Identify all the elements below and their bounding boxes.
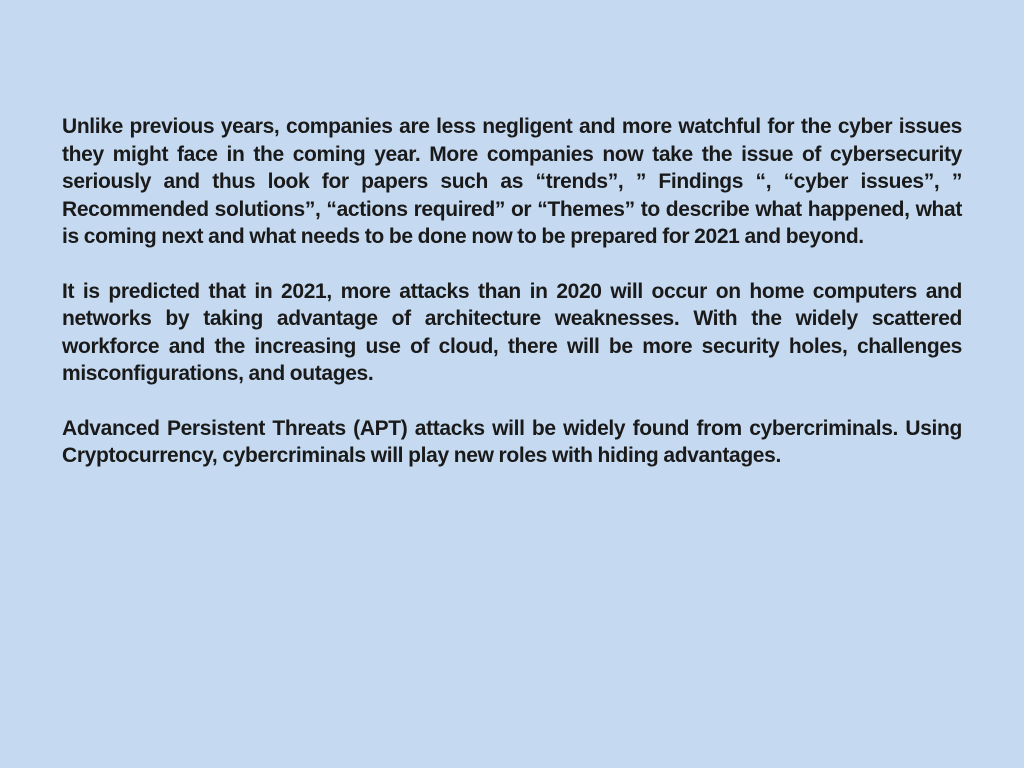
paragraph-attack-predictions: It is predicted that in 2021, more attacks than in 2020 will occur on home computers and networks by taking advantage of architecture weaknesses. With the widely scattered workforce and the increasing use of cloud, there will be more security holes, challenges misconfigurations, and outages. (62, 279, 962, 385)
slide-text-body (62, 113, 962, 497)
paragraph-apt-attacks: Advanced Persistent Threats (APT) attacks will be widely found from cybercriminals. Using Cryptocurrency, cybercriminals will play new roles with hiding advantages. (62, 416, 962, 467)
paragraph-cyber-issues-intro: Unlike previous years, companies are less negligent and more watchful for the cyber issues they might face in the coming year. More companies now take the issue of cybersecurity seriously and thus look for papers such as “trends”, ” Findings “, “cyber issues”, ” Recommended solutions”, “actions required” or “Themes” to describe what happened, what is coming next and what needs to be done now to be prepared for 2021 and beyond. (62, 115, 962, 248)
